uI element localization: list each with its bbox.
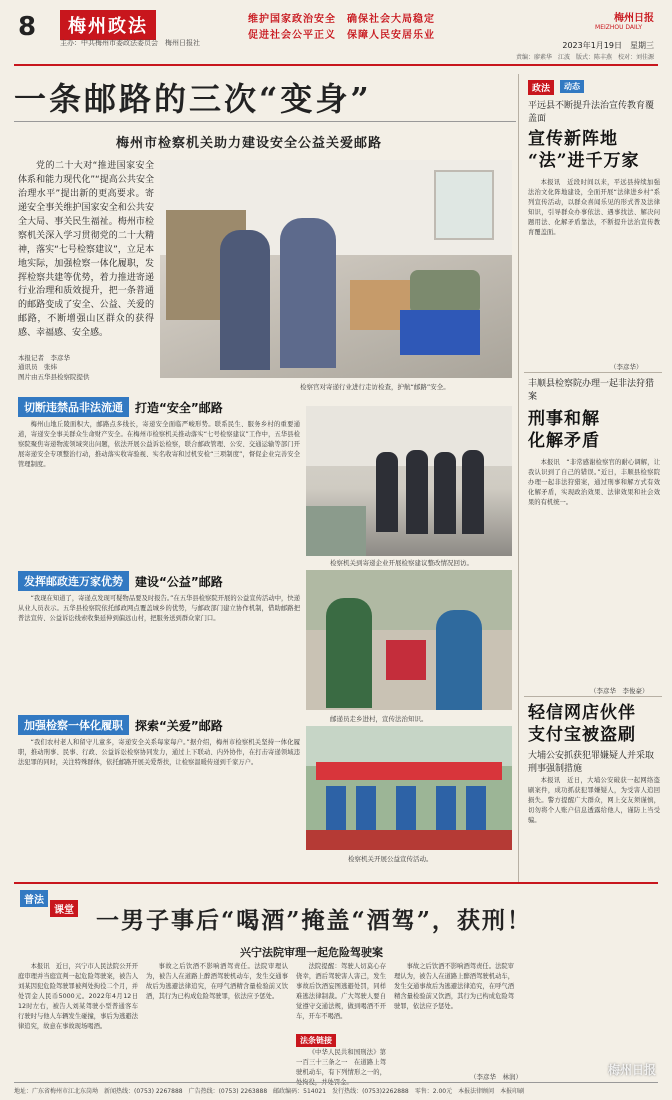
bottom-text-4: 事故之后饮酒不影响酒驾责任。法院审理认为，被告人在道路上醉酒驾驶机动车，发生交通事故后为逃避法律追究，在呼气酒精含量检验前又饮酒，其行为已构成危险驾驶罪，依法应予惩处。 — [394, 963, 514, 1011]
photo-postman — [306, 570, 512, 710]
story-kicker: 丰顺县检察院办理一起非法狩猎案 — [528, 379, 655, 403]
masthead — [0, 0, 672, 66]
story-text: 本报讯 近日，大埔公安破获一起网络盗刷案件，成功抓获犯罪嫌疑人，为受害人追回损失。警方提醒广大群众，网上交友须谨慎，切勿将个人账户信息透露给他人，谨防上当受骗。 — [528, 777, 660, 825]
column-tag-2: 课堂 — [50, 900, 78, 917]
lead-headline: 一条邮路的三次“变身” — [14, 80, 372, 118]
news-tag-2: 动态 — [560, 80, 584, 93]
section-band-safety — [18, 398, 223, 416]
section-tag: 切断违禁品非法流通 — [18, 397, 129, 417]
section-band-care — [18, 716, 223, 734]
editors-line: 责编：廖素华 江波 版式：陈丰燕 校对：刘佳源 — [515, 54, 654, 61]
slogan-line-2: 促进社会公平正义 保障人民安居乐业 — [248, 30, 435, 41]
section-text-care: “我们农村老人和留守儿童多，寄递安全关系每家每户。”据介绍，梅州市检察机关坚持一体化履职，推动刑事、民事、行政、公益诉讼检察协同发力，通过上下联动、内外协作，在打击寄递领域违法犯罪的同时，关注特殊群体，依托邮路开展关爱帮扶，让检察温暖传递到千家万户。 — [18, 739, 300, 767]
column-divider — [518, 74, 519, 882]
story-title: 宣传新阵地 “法”进千万家 — [528, 129, 640, 172]
bottom-text-2: 事故之后饮酒不影响酒驾责任。法院审理认为，被告人在道路上醉酒驾驶机动车，发生交通事故后为逃避法律追究，在呼气酒精含量检验前又饮酒，其行为已构成危险驾驶罪，依法应予惩处。 — [146, 963, 288, 1001]
issue-date: 2023年1月19日 星期三 — [562, 41, 654, 50]
page-number: 8 — [18, 12, 37, 42]
watermark: 梅州日报 — [607, 1063, 656, 1077]
story-title: 轻信网店伙伴 支付宝被盗刷 — [528, 703, 636, 746]
story-subtitle: 大埔公安抓获犯罪嫌疑人并采取刑事强制措施 — [528, 751, 655, 775]
photo-revisit — [306, 406, 512, 556]
story-title: 刑事和解 化解矛盾 — [528, 409, 600, 452]
bottom-divider — [14, 882, 658, 884]
news-tag: 政法 — [528, 80, 554, 95]
story-divider — [524, 696, 662, 697]
section-title: 梅州政法 — [60, 10, 156, 40]
host-line: 主办：中共梅州市委政法委员会 梅州日报社 — [60, 39, 200, 47]
section-tag: 加强检察一体化履职 — [18, 715, 129, 735]
prosecutor-figure — [280, 218, 336, 368]
photo-caption-revisit: 检察机关到寄递企业开展检察建议整改情况回访。 — [330, 559, 473, 567]
section-title: 打造“安全”邮路 — [135, 400, 223, 415]
newspaper-logo: 梅州日报 — [614, 13, 654, 24]
story-author: （李彦华） — [610, 363, 643, 371]
story-text: 本报讯 “非常感谢检察官的耐心调解，让我认识到了自己的错误。”近日，丰顺县检察院办理一起非法狩猎案，通过刑事和解方式有效化解矛盾，实现政治效果、法律效果和社会效果的有机统一。 — [528, 459, 660, 507]
bottom-text-3: 法院提醒：驾驶人切莫心存侥幸，酒后驾驶害人害己，发生事故后饮酒妄图逃避处罚，同样难逃法律制裁。广大驾驶人要自觉遵守交通法规，做到喝酒不开车，开车不喝酒。 — [296, 963, 386, 1021]
story-divider — [524, 372, 662, 373]
section-title: 建设“公益”邮路 — [135, 574, 223, 589]
bottom-subheadline: 兴宁法院审理一起危险驾驶案 — [240, 946, 383, 959]
masthead-divider — [14, 64, 658, 66]
photo-caption-publicity: 检察机关开展公益宣传活动。 — [348, 855, 433, 863]
story-kicker: 平远县不断提升法治宣传教育覆盖面 — [528, 101, 655, 125]
newspaper-logo-en: MEIZHOU DAILY — [595, 24, 642, 31]
bottom-author: （李彦华 林润） — [470, 1073, 522, 1081]
story-text: 本报讯 近段时间以来，平远县持续加强法治文化阵地建设，全面开展“法律进乡村”系列宣传活动，以群众喜闻乐见的形式普及法律知识，引导群众办事依法、遇事找法、解决问题用法、化解矛盾靠法，不断提升法治宣传教育覆盖面。 — [528, 179, 660, 237]
bottom-headline: 一男子事后“喝酒”掩盖“酒驾”，获刑！ — [96, 907, 532, 934]
section-tag: 发挥邮政连万家优势 — [18, 571, 129, 591]
story-author: （李彦华 李俊豪） — [590, 687, 649, 695]
section-band-public-good — [18, 572, 223, 590]
photo-caption-postman: 邮递员走乡进村，宣传法治知识。 — [330, 715, 428, 723]
prosecutor-figure — [220, 230, 270, 370]
lead-photo-caption: 检察官对寄递行业进行走访检查，护航“邮路”安全。 — [300, 383, 450, 391]
photo-publicity — [306, 726, 512, 850]
bottom-text-1: 本报讯 近日，兴宁市人民法院公开开庭审理并当庭宣判一起危险驾驶案，被告人刘某因犯危险驾驶罪被判处拘役二个月，并处罚金人民币5000元。2022年4月12日12时左右，被告人刘某驾驶小型普通客车行驶时与他人车辆发生碰撞，事后为逃避法律追究，故意在事故现场喝酒。 — [18, 963, 138, 1031]
lead-photo — [160, 160, 512, 378]
section-text-public-good: “我现在知道了，寄递点发现可疑物品要及时报告。”在五华县检察院开展的公益宣传活动中，快递从业人员表示。五华县检察院依托邮政网点覆盖城乡的优势，与邮政部门建立协作机制，借助邮路把普法宣传、公益诉讼线索收集延伸到偏远山村，把服务送到群众家门口。 — [18, 595, 300, 623]
slogan-line-1: 维护国家政治安全 确保社会大局稳定 — [248, 14, 435, 25]
lead-intro: 党的二十大对“推进国家安全体系和能力现代化”“提高公共安全治理水平”提出新的更高要求。寄递安全事关维护国家安全和公共安全大局、事关民生福祉。梅州市检察机关深入学习贯彻党的二十大精神，落实“七号检察建议”，立足本地实际，加强检察一体化履职，发挥检察共建等优势，着力推进寄递行业治理和质效提升，把一条普通的邮路变成了安全、公益、关爱的邮路，不断增强山区群众的获得感、幸福感、安全感。 — [18, 161, 154, 339]
lead-byline: 本报记者 李彦华 通讯员 张炜 图片由五华县检察院提供 — [18, 354, 90, 381]
law-link-tag: 法条链接 — [296, 1034, 336, 1047]
footer: 地址：广东省梅州市江北东岗坳 新闻热线：(0753) 2267888 广告热线：(0753) 2263888 邮政编码：514021 发行热线：(0753)2262888 零售：2.00元 本报法律顾问 本报印刷 — [14, 1082, 658, 1095]
headline-divider — [14, 121, 516, 122]
column-tag: 普法 — [20, 890, 48, 907]
section-text-safety: 梅州山地丘陵面积大，邮路点多线长，寄递安全面临严峻形势。联系民生、服务乡村的重要通道，寄递安全事关群众生命财产安全。在梅州市检察机关推动落实“七号检察建议”工作中，五华县检察院聚焦寄递物流领域突出问题，依法开展公益诉讼检察，联合邮政管理、公安、交通运输等部门开展寄递安全专项整治行动，推动落实收寄验视、实名收寄和过机安检“三项制度”，督促企业完善安全管理制度。 — [18, 421, 300, 469]
lead-subheadline: 梅州市检察机关助力建设安全公益关爱邮路 — [116, 136, 383, 151]
law-text: 《中华人民共和国刑法》第一百三十三条之一 在道路上驾驶机动车，有下列情形之一的，处拘役，并处罚金。 — [296, 1049, 386, 1087]
section-title: 探索“关爱”邮路 — [135, 718, 223, 733]
